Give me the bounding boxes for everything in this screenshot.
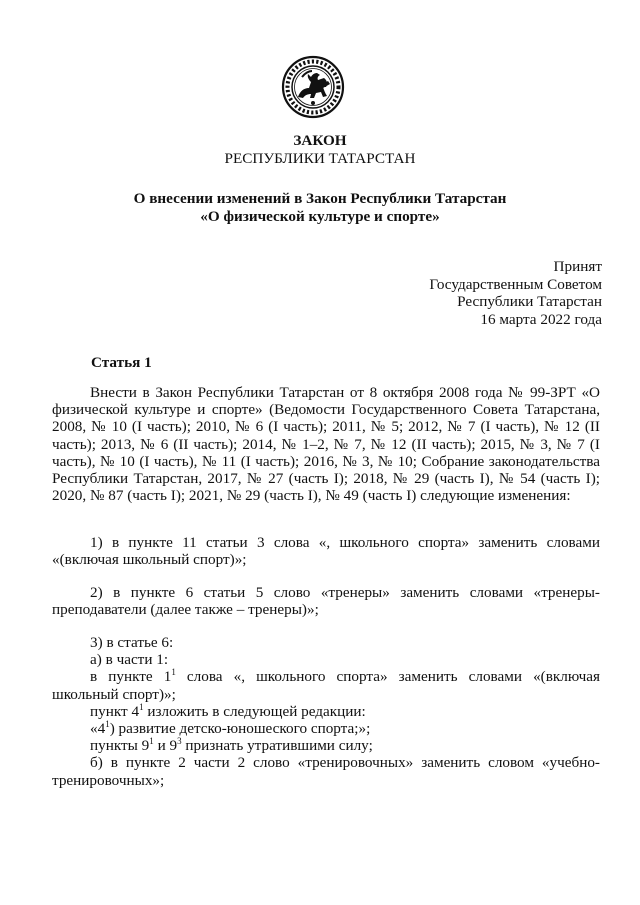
item-2: 2) в пункте 6 статьи 5 слово «тренеры» заменить словами «тренеры-преподаватели (далее также – тренеры)»; (52, 584, 600, 619)
article-title: Статья 1 (91, 354, 152, 371)
law-title-line2: «О физической культуре и спорте» (200, 208, 440, 225)
item-3a-point-2: пункт $4^1$ изложить в следующей редакции: (90, 701, 366, 720)
item-2-block (52, 584, 600, 618)
tatarstan-coat-of-arms-icon (281, 55, 345, 119)
item-1: 1) в пункте 11 статьи 3 слова «, школьного спорта» заменить словами «(включая школьный спорт)»; (52, 534, 600, 569)
law-word: ЗАКОН (293, 132, 347, 149)
republic-name: РЕСПУБЛИКИ ТАТАРСТАН (224, 150, 416, 167)
adopted-republic: Республики Татарстан (457, 293, 602, 311)
item-3a-point-1: в пункте $1^1$ слова «, школьного спорта» заменить словами «(включая школьный спорт)»; (52, 667, 600, 703)
item-1-block (52, 534, 600, 568)
item-3a-point-4: пункты $9^1$ и $9^3$ признать утратившими силу; (90, 736, 373, 755)
item-3a: а) в части 1: (90, 651, 169, 669)
adopted-date: 16 марта 2022 года (480, 310, 602, 328)
law-title-line1: О внесении изменений в Закон Республики Татарстан (133, 190, 507, 207)
adopted-by: Государственным Советом (429, 275, 602, 293)
article-intro-block (52, 384, 600, 504)
item-3-title: 3) в статье 6: (90, 634, 174, 651)
item-3-block (52, 634, 600, 789)
item-3b: б) в пункте 2 части 2 слово «тренировочных» заменить словом «учебно-тренировочных»; (52, 754, 600, 789)
adoption-info (382, 258, 602, 328)
article-intro: Внести в Закон Республики Татарстан от 8 октября 2008 года № 99-ЗРТ «О физической культуре и спорте» (Ведомости Государственного Совета Татарстана, 2008, № 10 (I часть); 2010, № 6 (I часть); 2011, № 5; 2012, № 7 (I часть), № 12 (II часть); 2013, № 6 (II часть); 2014, № 1–2, № 7, № 12 (II часть); 2015, № 3, № 7 (I часть), № 10 (I часть), № 11 (I часть); 2016, № 3, № 10; Собрание законодательства Республики Татарстан, 2017, № 27 (часть I); 2018, № 29 (часть I), № 54 (часть I); 2020, № 87 (часть I); 2021, № 29 (часть I), № 49 (часть I) следующие изменения: (52, 384, 600, 505)
item-3a-point-3: «$4^1$) развитие детско-юношеского спорта;»; (90, 719, 371, 738)
adopted-label: Принят (553, 258, 602, 275)
